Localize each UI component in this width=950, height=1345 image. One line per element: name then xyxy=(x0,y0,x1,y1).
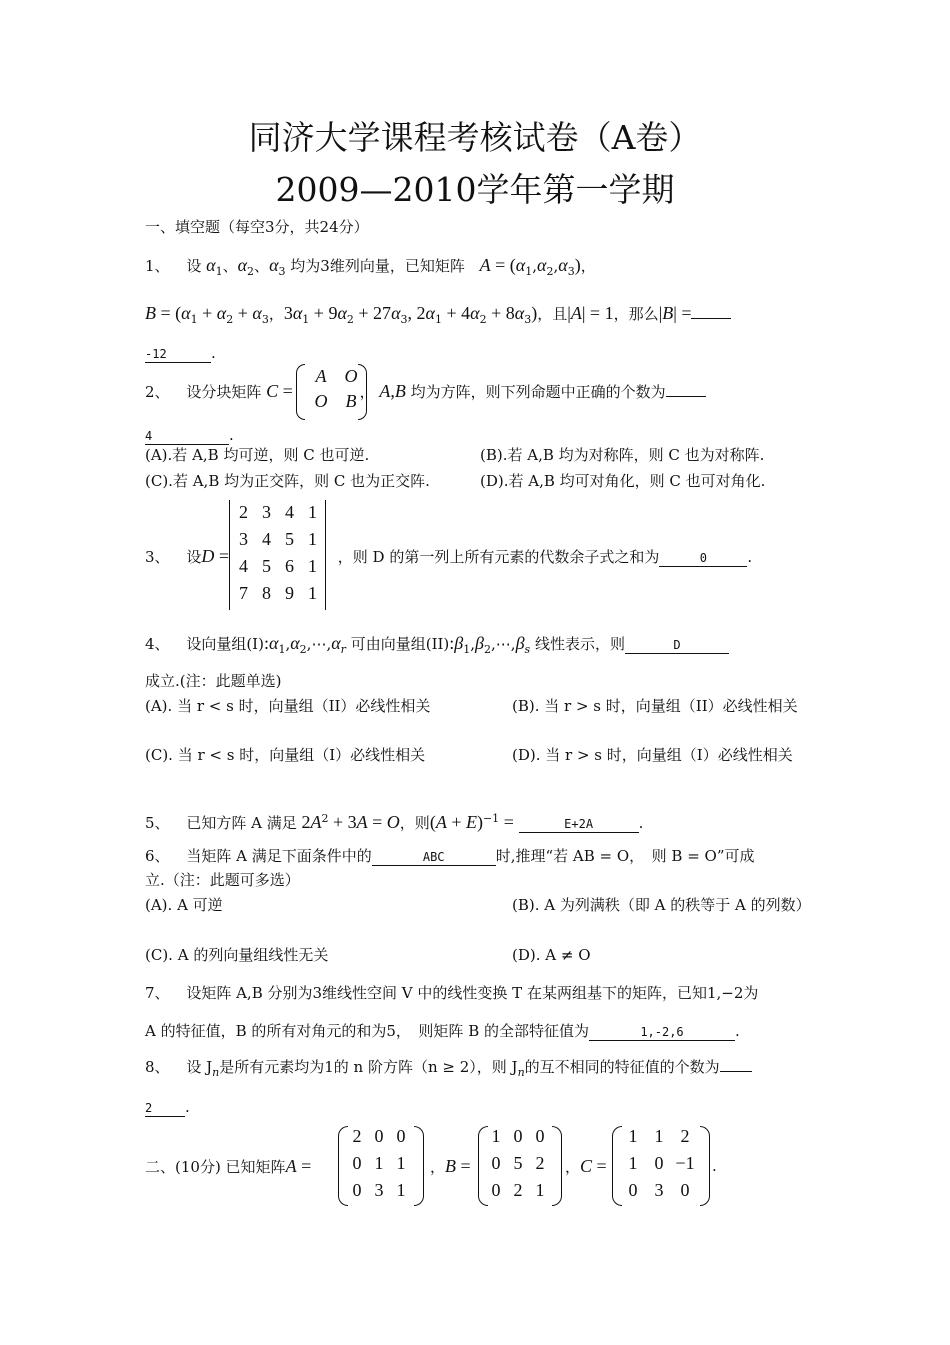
matrix-cell: 0 xyxy=(374,1126,384,1146)
q3-det-bar-right xyxy=(325,500,326,610)
q2-line1: 2、 设分块矩阵 C = ， A,B 均为方阵，则下列命题中正确的个数为 xyxy=(145,380,706,403)
matrix-cell: 3 xyxy=(239,529,248,549)
section2-period: . xyxy=(712,1157,717,1175)
matrix-cell: 0 xyxy=(491,1153,501,1173)
matrix-cell: 1 xyxy=(396,1153,406,1173)
q1-answer: -12 xyxy=(145,346,211,363)
matrix-cell: 1 xyxy=(308,583,317,603)
q1-line1: 1、 设 $\alpha_1$、$\alpha_2$、$\alpha_3$ 均为3维列向量，已知矩阵 $A = (\alpha_1,\alpha_2,\alpha_3)$， xyxy=(145,255,596,278)
matrix-c xyxy=(620,1126,698,1201)
matrix-row xyxy=(485,1153,551,1174)
q6-option-b: (B). A 为列满秩（即 A 的秩等于 A 的列数） xyxy=(512,896,811,914)
matrix-cell: 2 xyxy=(352,1126,362,1146)
matrix-row xyxy=(485,1180,551,1201)
q2-option-b: (B).若 A,B 均为对称阵，则 C 也为对称阵. xyxy=(480,446,765,464)
matrix-row xyxy=(485,1126,551,1147)
matrix-cell: 4 xyxy=(262,529,271,549)
q2-answer-line: 4 . xyxy=(145,426,234,444)
matrix-cell: 0 xyxy=(654,1153,664,1173)
matrix-cell: 3 xyxy=(654,1180,664,1200)
matrix-cell: −1 xyxy=(675,1153,695,1173)
matrix-cell: 1 xyxy=(308,529,317,549)
exam-title: 同济大学课程考核试卷（A卷） xyxy=(248,118,702,157)
q4-option-d: (D). 当 r > s 时，向量组（I）必线性相关 xyxy=(512,746,793,764)
q7-line1: 7、 设矩阵 A,B 分别为3维线性空间 V 中的线性变换 T 在某两组基下的矩阵，已知1,−2为 xyxy=(145,984,759,1002)
q4-answer: D xyxy=(625,637,729,654)
q2-option-d: (D).若 A,B 均可对角化，则 C 也可对角化. xyxy=(480,472,766,490)
q8-answer: 2 xyxy=(145,1100,185,1117)
matrix-cell: 1 xyxy=(374,1153,384,1173)
matrix-cell: 8 xyxy=(262,583,271,603)
q3-determinant xyxy=(232,502,324,604)
matrix-c-label: ，C = xyxy=(565,1156,607,1176)
matrix-cell: 0 xyxy=(628,1180,638,1200)
matrix-cell: 1 xyxy=(396,1180,406,1200)
matrix-cell: 0 xyxy=(396,1126,406,1146)
matrix-cell: 2 xyxy=(239,502,248,522)
matrix-row xyxy=(346,1153,412,1174)
q4-line1: 4、 设向量组$(I):\alpha_1,\alpha_2,\cdots,\alpha_r$ 可由向量组$(II):\beta_1,\beta_2,\cdots,\beta_s$ 线性表示，则 D xyxy=(145,632,729,661)
q2-block-matrix: A O O B xyxy=(314,366,358,411)
q6-option-c: (C). A 的列向量组线性无关 xyxy=(145,946,329,964)
matrix-row xyxy=(620,1180,698,1201)
matrix-row xyxy=(232,529,324,550)
matrix-cell: 5 xyxy=(513,1153,523,1173)
matrix-cell: 4 xyxy=(285,502,294,522)
matrix-cell: 5 xyxy=(285,529,294,549)
matrix-cell: 0 xyxy=(352,1153,362,1173)
q7-answer: 1,-2,6 xyxy=(589,1024,735,1041)
exam-term: 2009—2010学年第一学期 xyxy=(275,170,675,209)
matrix-row xyxy=(232,556,324,577)
q1-line2: $B = (\alpha_1 + \alpha_2 + \alpha_3$，$3\alpha_1 + 9\alpha_2 + 27\alpha_3$, $2\alpha_1 + 4\alpha_2 + 8\alpha_3$)，且|A| = 1，那么|B| = xyxy=(145,302,731,331)
q5-answer: E+2A xyxy=(519,816,639,833)
matrix-cell: 5 xyxy=(262,556,271,576)
section1-heading: 一、填空题（每空3分，共24分） xyxy=(145,218,369,236)
q6-answer: ABC xyxy=(372,849,496,866)
matrix-cell: 1 xyxy=(535,1180,545,1200)
matrix-b xyxy=(485,1126,551,1201)
matrix-cell: 7 xyxy=(239,583,248,603)
q2-option-c: (C).若 A,B 均为正交阵，则 C 也为正交阵. xyxy=(145,472,430,490)
matrix-cell: 2 xyxy=(680,1126,690,1146)
matrix-cell: 3 xyxy=(262,502,271,522)
q1-answer-line: -12 . xyxy=(145,344,216,362)
matrix-cell: 1 xyxy=(628,1153,638,1173)
matrix-cell: 0 xyxy=(680,1180,690,1200)
matrix-row xyxy=(232,583,324,604)
q8-answer-line: 2 . xyxy=(145,1098,190,1116)
q4-option-a: (A). 当 r < s 时，向量组（II）必线性相关 xyxy=(145,697,431,715)
matrix-a xyxy=(346,1126,412,1201)
q2-matrix-paren-left xyxy=(296,364,305,420)
matrix-cell: 0 xyxy=(491,1180,501,1200)
matrix-row xyxy=(346,1180,412,1201)
matrix-b-label: ，B = xyxy=(430,1156,471,1176)
matrix-cell: 1 xyxy=(628,1126,638,1146)
q2-option-a: (A).若 A,B 均可逆，则 C 也可逆. xyxy=(145,446,370,464)
matrix-c-paren-right xyxy=(700,1126,710,1206)
matrix-row xyxy=(620,1126,698,1147)
matrix-row xyxy=(346,1126,412,1147)
q8-line1: 8、 设 $J_n$是所有元素均为1的 n 阶方阵（n ≥ 2），则 $J_n$的互不相同的特征值的个数为 xyxy=(145,1056,752,1084)
q4-option-c: (C). 当 r < s 时，向量组（I）必线性相关 xyxy=(145,746,426,764)
matrix-cell: 3 xyxy=(374,1180,384,1200)
q1-num: 1、 xyxy=(145,257,170,275)
q3-answer: 0 xyxy=(659,550,747,567)
matrix-cell: 0 xyxy=(352,1180,362,1200)
q2-answer: 4 xyxy=(145,428,229,445)
q4-option-b: (B). 当 r > s 时，向量组（II）必线性相关 xyxy=(512,697,798,715)
q6-line2: 立.（注：此题可多选） xyxy=(145,871,300,889)
matrix-cell: 0 xyxy=(535,1126,545,1146)
matrix-a-paren-right xyxy=(414,1126,424,1206)
q3-det-bar-left xyxy=(229,500,230,610)
q4-note: 成立.(注：此题单选) xyxy=(145,672,282,690)
matrix-row xyxy=(620,1153,698,1174)
matrix-cell: 4 xyxy=(239,556,248,576)
matrix-cell: 2 xyxy=(535,1153,545,1173)
matrix-cell: 2 xyxy=(513,1180,523,1200)
matrix-cell: 1 xyxy=(491,1126,501,1146)
matrix-cell: 9 xyxy=(285,583,294,603)
matrix-cell: 0 xyxy=(513,1126,523,1146)
matrix-b-paren-right xyxy=(552,1126,562,1206)
q6-option-d: (D). A ≠ O xyxy=(512,946,591,964)
q6-line1: 6、 当矩阵 A 满足下面条件中的 ABC 时,推理“若 AB = O， 则 B = O”可成 xyxy=(145,847,755,865)
q3-line: 3、 设D = ，则 D 的第一列上所有元素的代数余子式之和为 0 . xyxy=(145,546,753,566)
section2-line: 二、(10分) 已知矩阵A = xyxy=(145,1156,312,1176)
q7-line2: A 的特征值，B 的所有对角元的和为5， 则矩阵 B 的全部特征值为 1,-2,6 . xyxy=(145,1022,740,1040)
matrix-cell: 1 xyxy=(308,502,317,522)
matrix-row xyxy=(232,502,324,523)
matrix-cell: 1 xyxy=(308,556,317,576)
q6-option-a: (A). A 可逆 xyxy=(145,896,223,914)
matrix-cell: 6 xyxy=(285,556,294,576)
matrix-cell: 1 xyxy=(654,1126,664,1146)
q5-line: 5、 已知方阵 A 满足 $2A^2 + 3A = O$，则$(A + E)^{-1} = E+2A$ . xyxy=(145,812,644,832)
q2-matrix-paren-right xyxy=(358,364,367,420)
